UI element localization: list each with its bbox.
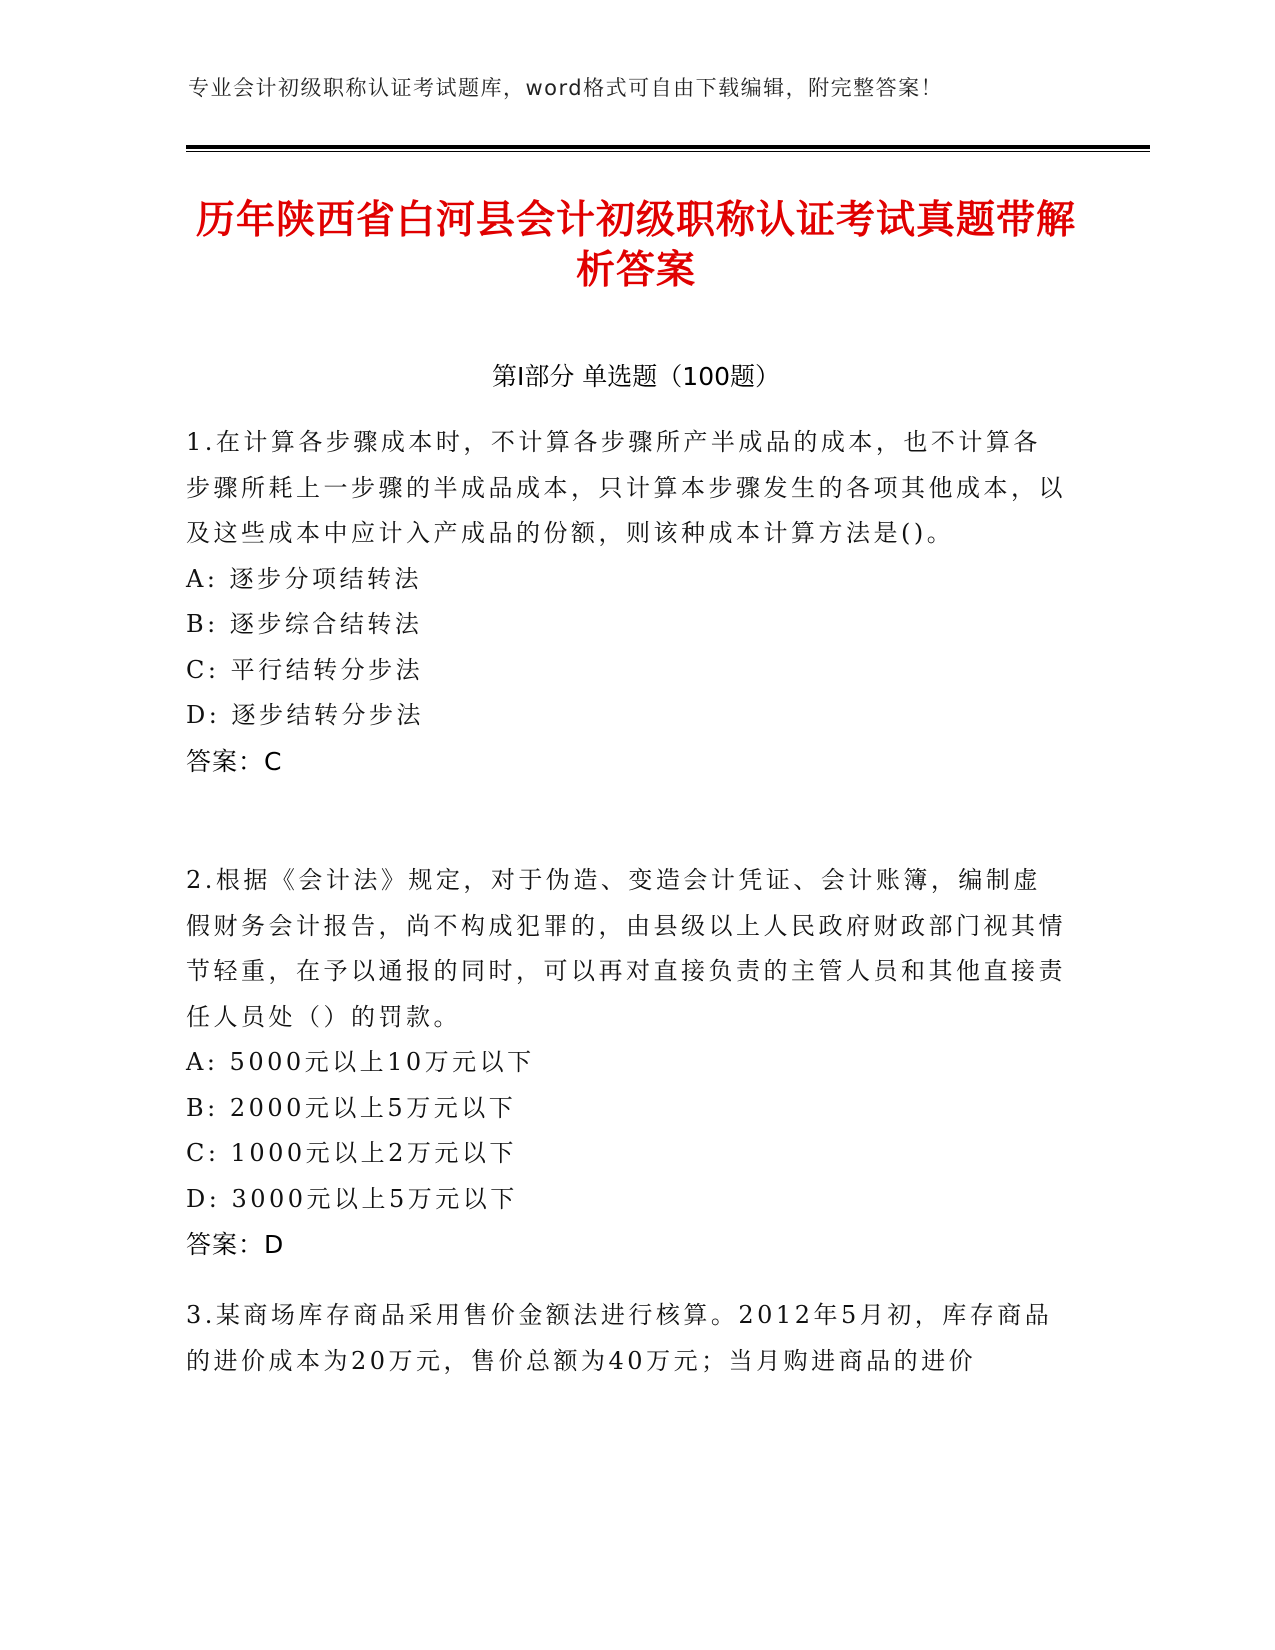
option-c: C: 平行结转分步法 [186,655,424,684]
option-b: B: 2000元以上5万元以下 [186,1093,517,1122]
option-a: A: 逐步分项结转法 [186,564,423,593]
question-3 [186,1293,1066,1384]
answer: 答案：C [186,746,283,776]
question-text: 1.在计算各步骤成本时，不计算各步骤所产半成品的成本，也不计算各步骤所耗上一步骤的半成品成本，只计算本步骤发生的各项其他成本，以及这些成本中应计入产成品的份额，则该种成本计算方法是()。 [186,428,1066,547]
header-note: 专业会计初级职称认证考试题库，word格式可自由下载编辑，附完整答案！ [188,76,944,100]
document-title: 历年陕西省白河县会计初级职称认证考试真题带解析答案 [195,198,1076,293]
header-divider-thick [186,145,1150,149]
header-divider-thin [186,151,1150,152]
option-d: D: 逐步结转分步法 [186,701,424,729]
option-b: B: 逐步综合结转法 [186,610,423,638]
option-c: C: 1000元以上2万元以下 [186,1139,517,1167]
question-2 [186,858,1066,1268]
question-1 [186,420,1066,785]
option-d: D: 3000元以上5万元以下 [186,1184,518,1213]
question-text: 3.某商场库存商品采用售价金额法进行核算。2012年5月初，库存商品的进价成本为20万元，售价总额为40万元；当月购进商品的进价 [186,1301,1053,1375]
section-heading: 第I部分 单选题（100题） [491,362,781,391]
answer: 答案：D [186,1230,285,1259]
question-text: 2.根据《会计法》规定，对于伪造、变造会计凭证、会计账簿，编制虚假财务会计报告，尚不构成犯罪的，由县级以上人民政府财政部门视其情节轻重，在予以通报的同时，可以再对直接负责的主管人员和其他直接责任人员处（）的罚款。 [186,866,1066,1031]
option-a: A: 5000元以上10万元以下 [186,1048,535,1076]
